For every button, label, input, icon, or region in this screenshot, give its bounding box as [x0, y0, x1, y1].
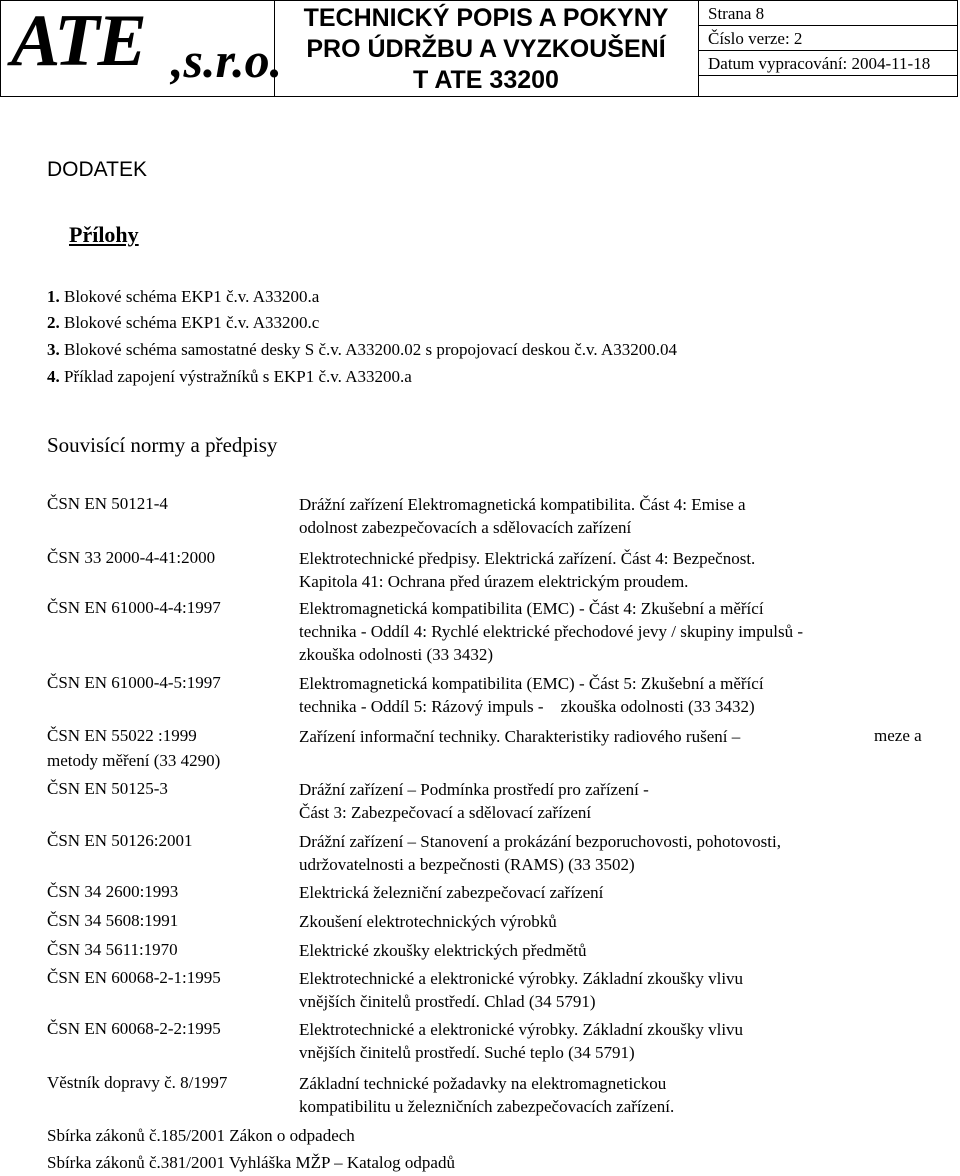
norm-description: Elektrické zkoušky elektrických předmětů [299, 941, 587, 960]
desc-line: Elektrotechnické předpisy. Elektrická zařízení. Část 4: Bezpečnost. [299, 549, 756, 568]
norm-code: ČSN EN 60068-2-1:1995 [47, 968, 221, 987]
norm-code: ČSN EN 50121-4 [47, 494, 168, 513]
logo-suffix-text: ,s.r.o. [171, 32, 283, 88]
desc-line: zkouška odolnosti (33 3432) [299, 645, 494, 664]
item-text: Blokové schéma EKP1 č.v. A33200.c [59, 313, 320, 332]
item-text: Blokové schéma samostatné desky S č.v. A33200.02 s propojovací deskou č.v. A33200.04 [59, 340, 678, 359]
version-number: Číslo verze: 2 [699, 26, 957, 51]
desc-line: odolnost zabezpečovacích a sdělovacích zařízení [299, 518, 632, 537]
logo-main-text: ATE [11, 0, 145, 82]
item-number: 1. [47, 287, 60, 306]
attachments-heading: Přílohy [69, 222, 139, 247]
norm-description [299, 493, 746, 539]
document-title [274, 1, 699, 96]
law-reference: Sbírka zákonů č.185/2001 Zákon o odpadech [47, 1126, 355, 1145]
norm-description: Zkoušení elektrotechnických výrobků [299, 912, 557, 931]
title-line: PRO ÚDRŽBU A VYZKOUŠENÍ [306, 35, 666, 63]
desc-line: technika - Oddíl 4: Rychlé elektrické přechodové jevy / skupiny impulsů - [299, 622, 803, 641]
norm-description [299, 778, 649, 824]
norm-description: Zařízení informační techniky. Charakteristiky radiového rušení – [299, 727, 741, 746]
norm-description-continuation: metody měření (33 4290) [47, 751, 221, 770]
desc-line: Elektrotechnické a elektronické výrobky. Základní zkoušky vlivu [299, 969, 744, 988]
norm-description: Elektrická železniční zabezpečovací zařízení [299, 883, 604, 902]
norm-code: Věstník dopravy č. 8/1997 [47, 1073, 228, 1092]
norm-description [299, 830, 781, 876]
desc-line: Drážní zařízení Elektromagnetická kompatibilita. Část 4: Emise a [299, 495, 746, 514]
document-info [699, 1, 957, 96]
norm-description [299, 967, 743, 1013]
desc-line: technika - Oddíl 5: Rázový impuls - zkouška odolnosti (33 3432) [299, 697, 755, 716]
desc-line: Elektrotechnické a elektronické výrobky. Základní zkoušky vlivu [299, 1020, 744, 1039]
desc-line: vnějších činitelů prostředí. Chlad (34 5791) [299, 992, 596, 1011]
norm-description [299, 597, 803, 666]
norm-code: ČSN EN 60068-2-2:1995 [47, 1019, 221, 1038]
desc-line: Část 3: Zabezpečovací a sdělovací zařízení [299, 803, 592, 822]
item-number: 2. [47, 313, 60, 332]
desc-line: Elektromagnetická kompatibilita (EMC) - Část 4: Zkušební a měřící [299, 599, 764, 618]
desc-line: Elektromagnetická kompatibilita (EMC) - Část 5: Zkušební a měřící [299, 674, 764, 693]
item-number: 3. [47, 340, 60, 359]
issue-date: Datum vypracování: 2004-11-18 [699, 51, 957, 76]
norm-code: ČSN EN 61000-4-5:1997 [47, 673, 221, 692]
norm-code: ČSN EN 50125-3 [47, 779, 168, 798]
norm-code: ČSN 34 5611:1970 [47, 940, 178, 959]
norms-heading: Souvisící normy a předpisy [47, 433, 278, 457]
norm-description [299, 1018, 743, 1064]
attachment-item [47, 286, 319, 308]
desc-line: vnějších činitelů prostředí. Suché teplo (34 5791) [299, 1043, 635, 1062]
norm-description [299, 547, 755, 593]
desc-line: Drážní zařízení – Stanovení a prokázání bezporuchovosti, pohotovosti, [299, 832, 781, 851]
norm-code: ČSN 34 5608:1991 [47, 911, 179, 930]
company-logo [1, 0, 283, 96]
attachment-item [47, 339, 677, 361]
item-number: 4. [47, 367, 60, 386]
law-reference: Sbírka zákonů č.381/2001 Vyhláška MŽP – Katalog odpadů [47, 1153, 455, 1172]
title-line: T ATE 33200 [413, 66, 559, 94]
norm-code: ČSN 33 2000-4-41:2000 [47, 548, 216, 567]
title-line: TECHNICKÝ POPIS A POKYNY [303, 4, 669, 32]
attachment-item [47, 366, 412, 388]
norm-description [299, 1072, 674, 1118]
attachment-item [47, 312, 319, 334]
document-header [0, 0, 958, 97]
norm-code: ČSN EN 55022 :1999 [47, 726, 197, 745]
item-text: Příklad zapojení výstražníků s EKP1 č.v. A33200.a [59, 367, 412, 386]
desc-line: Drážní zařízení – Podmínka prostředí pro zařízení - [299, 780, 649, 799]
desc-line: Kapitola 41: Ochrana před úrazem elektrickým proudem. [299, 572, 689, 591]
norm-code: ČSN EN 61000-4-4:1997 [47, 598, 221, 617]
page-number: Strana 8 [699, 1, 957, 26]
norm-code: ČSN 34 2600:1993 [47, 882, 179, 901]
desc-line: udržovatelnosti a bezpečnosti (RAMS) (33 3502) [299, 855, 635, 874]
norm-description [299, 672, 764, 718]
norm-description-tail: meze a [874, 726, 922, 745]
norm-code: ČSN EN 50126:2001 [47, 831, 193, 850]
desc-line: kompatibilitu u železničních zabezpečovacích zařízení. [299, 1097, 675, 1116]
desc-line: Základní technické požadavky na elektromagnetickou [299, 1074, 667, 1093]
section-title: DODATEK [47, 158, 147, 181]
item-text: Blokové schéma EKP1 č.v. A33200.a [59, 287, 320, 306]
